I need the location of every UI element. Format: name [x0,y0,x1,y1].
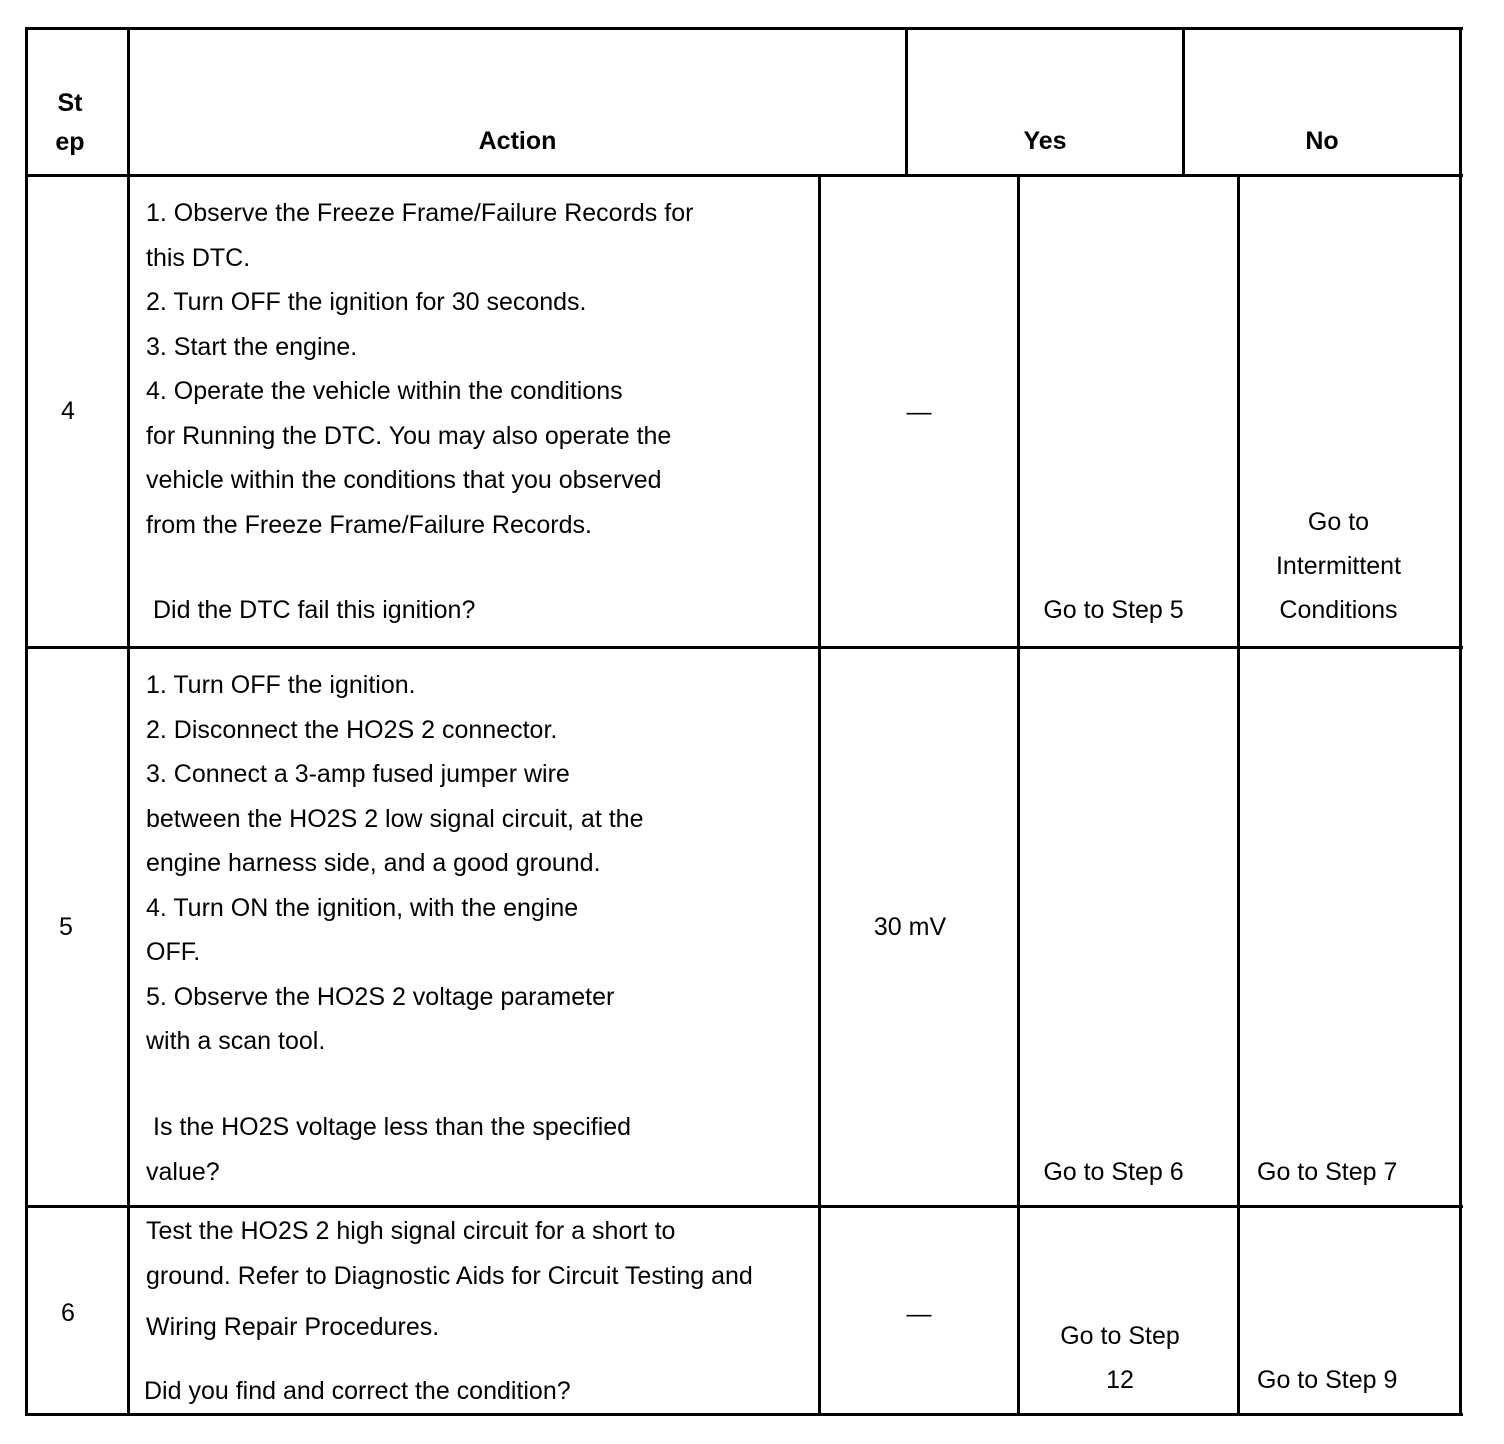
action-line: this DTC. [146,244,251,272]
step-number: 4 [61,397,75,425]
action-question: Did the DTC fail this ignition? [153,596,476,624]
action-line: for Running the DTC. You may also operate the [146,422,672,450]
action-line: 2. Turn OFF the ignition for 30 seconds. [146,288,587,316]
yes-cell-line: 12 [1106,1366,1134,1394]
yes-cell: Go to Step 6 [1043,1158,1184,1186]
no-cell-line: Intermittent [1275,552,1402,580]
step-number: 6 [61,1299,75,1327]
border-header-bottom [25,174,1463,177]
value-cell: 30 mV [873,913,947,941]
border-action-value [818,174,821,1416]
yes-cell-line: Go to Step [1060,1322,1180,1350]
action-line: 3. Connect a 3-amp fused jumper wire [146,760,570,788]
action-line: 1. Turn OFF the ignition. [146,671,416,699]
border-step-col [127,27,130,1416]
action-line: with a scan tool. [146,1027,326,1055]
border-yes-no [1237,174,1240,1416]
no-cell-line: Conditions [1279,596,1398,624]
yes-cell: Go to Step 5 [1043,596,1184,624]
border-top [25,27,1463,30]
header-action: Action [478,127,557,155]
border-row5-bottom [25,1205,1463,1208]
no-cell: Go to Step 7 [1257,1158,1398,1186]
action-line: Test the HO2S 2 high signal circuit for a short to [146,1217,676,1245]
border-value-yes [1017,174,1020,1416]
value-cell: — [906,398,932,426]
action-line: 3. Start the engine. [146,333,358,361]
no-cell-line: Go to [1307,508,1370,536]
header-no: No [1305,127,1339,155]
action-line: engine harness side, and a good ground. [146,849,601,877]
action-question: Is the HO2S voltage less than the specified [153,1113,632,1141]
action-line: 2. Disconnect the HO2S 2 connector. [146,716,558,744]
no-cell: Go to Step 9 [1257,1366,1398,1394]
border-row4-bottom [25,646,1463,649]
step-number: 5 [59,913,73,941]
action-line: vehicle within the conditions that you observed [146,466,662,494]
action-line: Wiring Repair Procedures. [146,1313,440,1341]
border-left [25,27,28,1416]
border-right [1459,27,1462,1416]
header-step-line1: St [57,89,83,117]
action-line: 4. Operate the vehicle within the conditions [146,377,623,405]
action-line: from the Freeze Frame/Failure Records. [146,511,592,539]
header-yes: Yes [1023,127,1067,155]
header-step-line2: ep [55,128,85,156]
value-cell: — [906,1300,932,1328]
action-line: 4. Turn ON the ignition, with the engine [146,894,579,922]
action-question: value? [146,1158,220,1186]
action-question: Did you find and correct the condition? [144,1377,571,1405]
border-bottom [25,1413,1463,1416]
action-line: 1. Observe the Freeze Frame/Failure Records for [146,199,694,227]
action-line: OFF. [146,938,201,966]
action-line: ground. Refer to Diagnostic Aids for Circuit Testing and [146,1262,753,1290]
action-line: 5. Observe the HO2S 2 voltage parameter [146,983,615,1011]
action-line: between the HO2S 2 low signal circuit, at the [146,805,644,833]
